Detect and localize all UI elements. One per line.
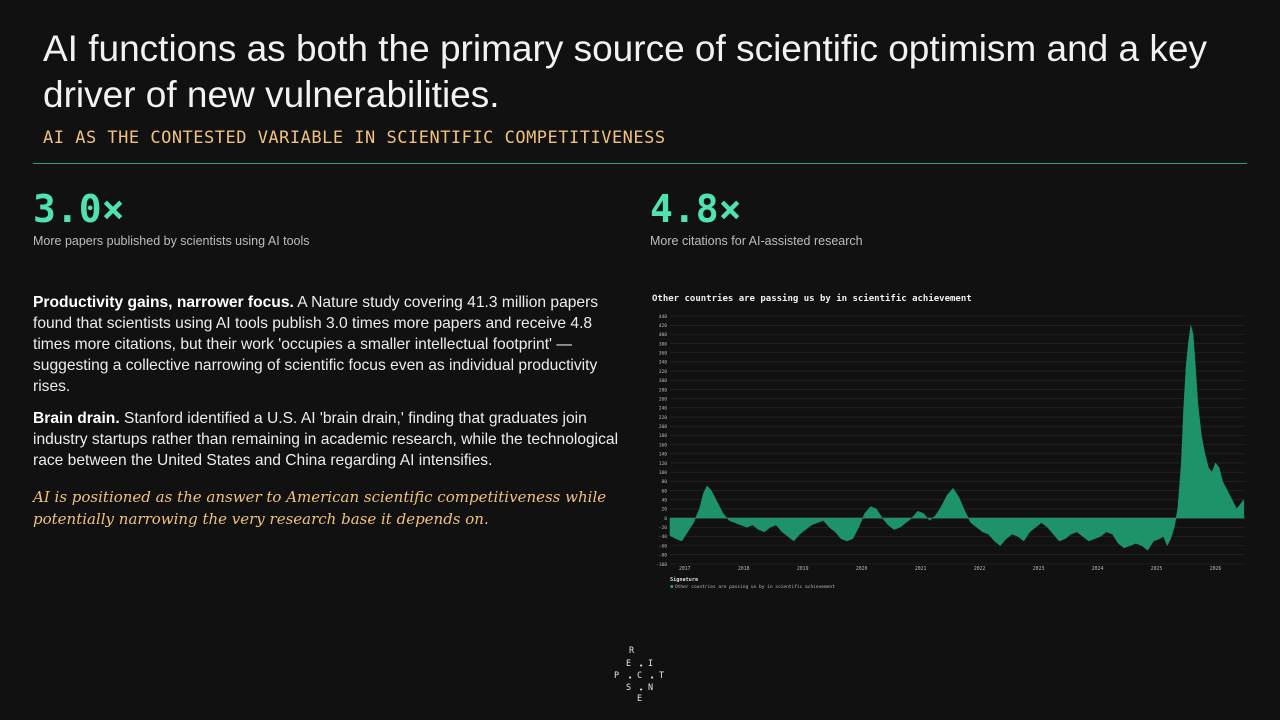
y-tick-label: 360 <box>658 351 667 357</box>
y-tick-label: -40 <box>658 535 667 541</box>
divider <box>33 163 1247 164</box>
y-tick-label: 80 <box>661 480 667 486</box>
y-tick-label: -60 <box>658 544 667 550</box>
y-tick-label: -100 <box>655 562 667 568</box>
logo-dot: • <box>628 674 633 682</box>
chart-svg <box>650 292 1250 592</box>
x-tick-label: 2026 <box>1209 567 1222 572</box>
logo-letter: E <box>637 694 643 704</box>
x-tick-label: 2022 <box>973 567 986 572</box>
paragraph-productivity <box>33 292 633 397</box>
logo-letter: C <box>637 671 643 681</box>
y-tick-label: 100 <box>658 470 667 476</box>
y-tick-label: 180 <box>658 434 667 440</box>
paragraph-brain-drain <box>33 408 633 471</box>
logo-letter: T <box>659 671 665 681</box>
y-tick-label: 20 <box>661 507 667 513</box>
y-tick-label: 140 <box>658 452 667 458</box>
paragraph-text: Stanford identified a U.S. AI 'brain drain,' finding that graduates join industry startups rather than remaining in academic research, while the technological race between the United States and China regarding AI intensifies. <box>33 410 619 469</box>
x-tick-label: 2017 <box>678 567 691 572</box>
stat-papers <box>33 186 310 248</box>
x-tick-label: 2025 <box>1150 567 1163 572</box>
legend-item: Other countries are passing us by in scientific achievement <box>675 585 835 591</box>
y-tick-label: 260 <box>658 397 667 403</box>
page-title: AI functions as both the primary source of scientific optimism and a key driver of new vulnerabilities. <box>43 28 1207 115</box>
logo-dot: • <box>639 686 644 694</box>
y-tick-label: 400 <box>658 333 667 339</box>
stat-value: 3.0× <box>33 187 125 231</box>
y-tick-label: 60 <box>661 489 667 495</box>
y-tick-label: 440 <box>658 314 667 320</box>
y-tick-label: 320 <box>658 369 667 375</box>
stat-label: More papers published by scientists using AI tools <box>33 234 310 248</box>
y-tick-label: -20 <box>658 526 667 532</box>
x-tick-label: 2018 <box>737 567 750 572</box>
x-tick-label: 2021 <box>914 567 927 572</box>
chart <box>650 292 1250 592</box>
logo-letter: S <box>626 683 632 693</box>
series-area <box>670 325 1244 550</box>
logo-letter: R <box>629 646 635 656</box>
y-tick-label: 120 <box>658 461 667 467</box>
x-tick-label: 2024 <box>1091 567 1104 572</box>
y-tick-label: 0 <box>664 516 667 522</box>
logo-letter: E <box>626 659 632 669</box>
y-tick-label: 340 <box>658 360 667 366</box>
legend-title: Signature <box>670 577 699 583</box>
logo-letter: N <box>648 683 654 693</box>
stat-citations <box>650 186 863 248</box>
y-tick-label: 380 <box>658 342 667 348</box>
logo-dot: • <box>639 662 644 670</box>
x-tick-label: 2023 <box>1032 567 1045 572</box>
brand-logo <box>610 646 670 702</box>
page-subtitle: AI AS THE CONTESTED VARIABLE IN SCIENTIFIC COMPETITIVENESS <box>43 128 666 148</box>
x-tick-label: 2019 <box>796 567 809 572</box>
logo-dot: • <box>650 674 655 682</box>
y-tick-label: 420 <box>658 323 667 329</box>
y-tick-label: 300 <box>658 379 667 385</box>
y-tick-label: 220 <box>658 415 667 421</box>
y-tick-label: 200 <box>658 425 667 431</box>
stat-value: 4.8× <box>650 187 742 231</box>
logo-letter: I <box>648 659 654 669</box>
pull-quote: AI is positioned as the answer to American scientific competitiveness while potentially narrowing the very research base it depends on. <box>33 488 607 528</box>
legend-swatch <box>670 585 673 588</box>
paragraph-lead: Productivity gains, narrower focus. <box>33 294 294 311</box>
y-tick-label: 40 <box>661 498 667 504</box>
x-tick-label: 2020 <box>855 567 868 572</box>
body-text <box>33 292 633 541</box>
paragraph-lead: Brain drain. <box>33 410 120 427</box>
y-tick-label: 240 <box>658 406 667 412</box>
logo-letter: P <box>614 671 620 681</box>
stat-label: More citations for AI-assisted research <box>650 234 863 248</box>
y-tick-label: 160 <box>658 443 667 449</box>
y-tick-label: -80 <box>658 553 667 559</box>
chart-title: Other countries are passing us by in scientific achievement <box>652 294 972 304</box>
paragraph-text: A Nature study covering 41.3 million papers found that scientists using AI tools publish 3.0 times more papers and receive 4.8 times more citations, but their work 'occupies a smaller intellectual footprint' — suggesting a collective narrowing of scientific focus even as individual productivity rises. <box>33 294 599 395</box>
y-tick-label: 280 <box>658 388 667 394</box>
